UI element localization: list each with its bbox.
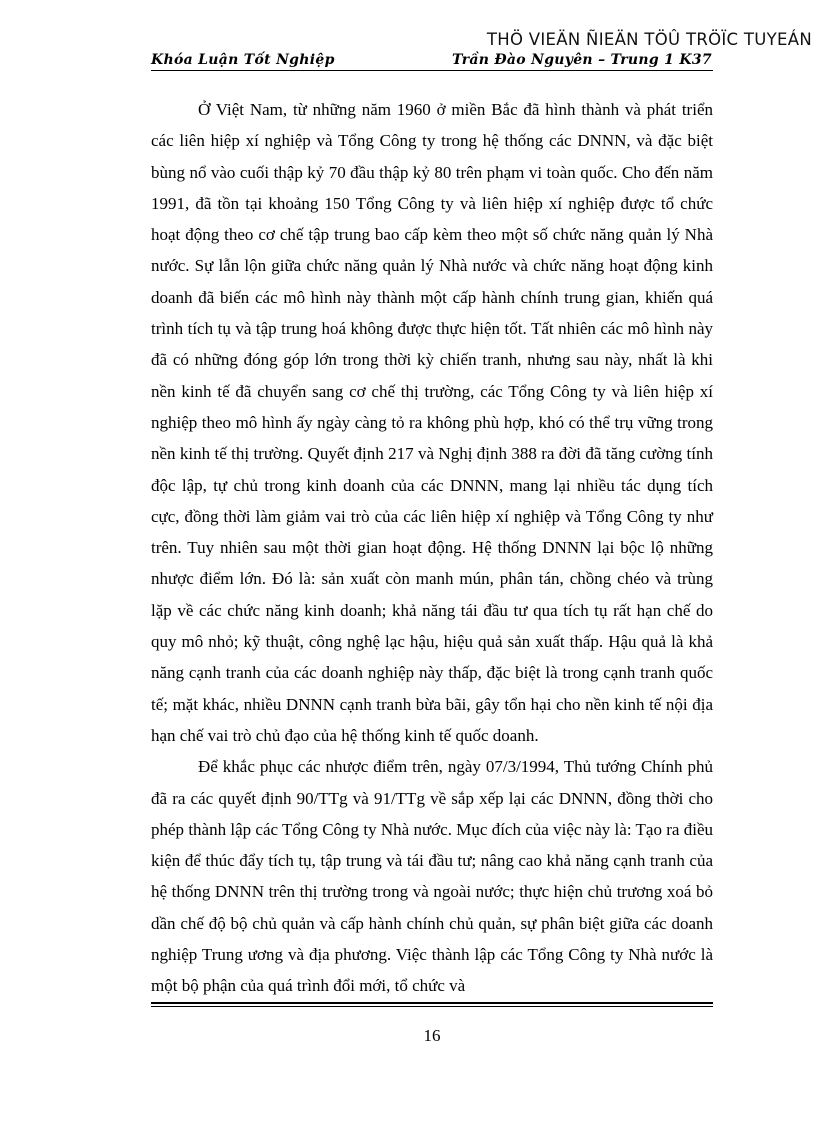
footer-divider-thick	[151, 1002, 713, 1004]
header-thesis-title: Khóa Luận Tốt Nghiệp	[151, 52, 335, 68]
page-number: 16	[423, 1026, 441, 1045]
footer-divider-thin	[151, 1006, 713, 1007]
watermark-text: THÖ VIEÄN ÑIEÄN TÖÛ TRÖÏC TUYEÁN	[486, 30, 812, 49]
header-author: Trần Đào Nguyên – Trung 1 K37	[452, 52, 712, 68]
document-body	[151, 94, 713, 1002]
paragraph-1: Ở Việt Nam, từ những năm 1960 ở miền Bắc đã hình thành và phát triển các liên hiệp xí nghiệp và Tổng Công ty trong hệ thống các DNNN, và đặc biệt bùng nổ vào cuối thập kỷ 70 đầu thập kỷ 80 trên phạm vi toàn quốc. Cho đến năm 1991, đã tồn tại khoảng 150 Tổng Công ty và liên hiệp xí nghiệp được tổ chức hoạt động theo cơ chế tập trung bao cấp kèm theo một số chức năng quản lý Nhà nước. Sự lẫn lộn giữa chức năng quản lý Nhà nước và chức năng hoạt động kinh doanh đã biến các mô hình này thành một cấp hành chính trung gian, khiến quá trình tích tụ và tập trung hoá không được thực hiện tốt. Tất nhiên các mô hình này đã có những đóng góp lớn trong thời kỳ chiến tranh, nhưng sau này, nhất là khi nền kinh tế đã chuyển sang cơ chế thị trường, các Tổng Công ty và liên hiệp xí nghiệp theo mô hình ấy ngày càng tỏ ra không phù hợp, khó có thể trụ vững trong nền kinh tế thị trường. Quyết định 217 và Nghị định 388 ra đời đã tăng cường tính độc lập, tự chủ trong kinh doanh của các DNNN, mang lại nhiều tác dụng tích cực, đồng thời làm giảm vai trò của các liên hiệp xí nghiệp và Tổng Công ty như trên. Tuy nhiên sau một thời gian hoạt động. Hệ thống DNNN lại bộc lộ những nhược điểm lớn. Đó là: sản xuất còn manh mún, phân tán, chồng chéo và trùng lặp về các chức năng kinh doanh; khả năng tái đầu tư qua tích tụ rất hạn chế do quy mô nhỏ; kỹ thuật, công nghệ lạc hậu, hiệu quả sản xuất thấp. Hậu quả là khả năng cạnh tranh của các doanh nghiệp này thấp, đặc biệt là trong cạnh tranh quốc tế; mặt khác, nhiều DNNN cạnh tranh bừa bãi, gây tổn hại cho nền kinh tế nội địa hạn chế vai trò chủ đạo của hệ thống kinh tế quốc doanh.	[151, 100, 713, 745]
paragraph-2: Để khắc phục các nhược điểm trên, ngày 07/3/1994, Thủ tướng Chính phủ đã ra các quyết định 90/TTg và 91/TTg về sắp xếp lại các DNNN, đồng thời cho phép thành lập các Tổng Công ty Nhà nước. Mục đích của việc này là: Tạo ra điều kiện để thúc đẩy tích tụ, tập trung và tái đầu tư; nâng cao khả năng cạnh tranh của hệ thống DNNN trên thị trường trong và ngoài nước; thực hiện chủ trương xoá bỏ dần chế độ bộ chủ quản và cấp hành chính chủ quản, sự phân biệt giữa các doanh nghiệp Trung ương và địa phương. Việc thành lập các Tổng Công ty Nhà nước là một bộ phận của quá trình đổi mới, tổ chức và	[151, 757, 713, 996]
header-divider	[151, 70, 713, 71]
